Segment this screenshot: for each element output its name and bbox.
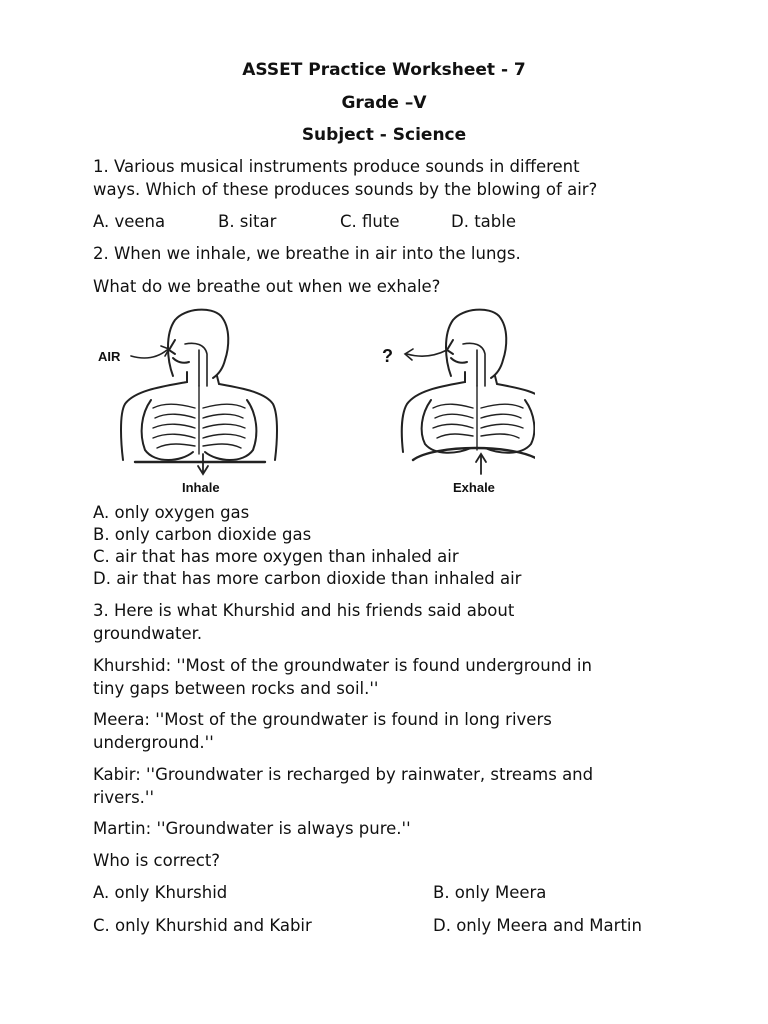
exhale-caption: Exhale xyxy=(453,480,495,495)
inhale-caption: Inhale xyxy=(182,480,220,495)
khurshid-statement-line-1: Khurshid: ''Most of the groundwater is found underground in xyxy=(93,656,592,675)
breathing-diagram xyxy=(95,304,535,500)
subject-heading: Subject - Science xyxy=(301,125,467,145)
question-3-option-d: D. only Meera and Martin xyxy=(433,916,642,935)
question-2-text-line-2: What do we breathe out when we exhale? xyxy=(93,277,441,296)
worksheet-title: ASSET Practice Worksheet - 7 xyxy=(242,60,526,80)
question-2-option-c: C. air that has more oxygen than inhaled air xyxy=(93,547,459,566)
breathing-diagram-svg xyxy=(95,304,535,500)
question-3-option-a: A. only Khurshid xyxy=(93,883,228,902)
question-3-option-c: C. only Khurshid and Kabir xyxy=(93,916,312,935)
exhale-figure xyxy=(402,310,535,474)
meera-statement-line-1: Meera: ''Most of the groundwater is found in long rivers xyxy=(93,710,552,729)
question-mark-label: ? xyxy=(382,346,393,366)
meera-statement-line-2: underground.'' xyxy=(93,733,214,752)
kabir-statement-line-2: rivers.'' xyxy=(93,788,154,807)
question-1-text-line-1: 1. Various musical instruments produce sounds in different xyxy=(93,157,580,176)
question-1-option-c: C. flute xyxy=(340,212,400,231)
inhale-figure xyxy=(121,310,277,474)
grade-heading: Grade –V xyxy=(341,93,427,113)
question-3-intro-line-2: groundwater. xyxy=(93,624,203,643)
kabir-statement-line-1: Kabir: ''Groundwater is recharged by rainwater, streams and xyxy=(93,765,594,784)
question-2-option-b: B. only carbon dioxide gas xyxy=(93,525,312,544)
martin-statement: Martin: ''Groundwater is always pure.'' xyxy=(93,819,411,838)
question-1-option-b: B. sitar xyxy=(218,212,277,231)
question-1-text-line-2: ways. Which of these produces sounds by the blowing of air? xyxy=(93,180,598,199)
question-2-option-a: A. only oxygen gas xyxy=(93,503,250,522)
question-2-text-line-1: 2. When we inhale, we breathe in air into the lungs. xyxy=(93,244,521,263)
question-3-prompt: Who is correct? xyxy=(93,851,221,870)
question-1-option-a: A. veena xyxy=(93,212,166,231)
question-1-option-d: D. table xyxy=(451,212,516,231)
question-2-option-d: D. air that has more carbon dioxide than inhaled air xyxy=(93,569,522,588)
question-3-intro-line-1: 3. Here is what Khurshid and his friends said about xyxy=(93,601,515,620)
air-label: AIR xyxy=(98,349,121,364)
question-3-option-b: B. only Meera xyxy=(433,883,547,902)
khurshid-statement-line-2: tiny gaps between rocks and soil.'' xyxy=(93,679,379,698)
